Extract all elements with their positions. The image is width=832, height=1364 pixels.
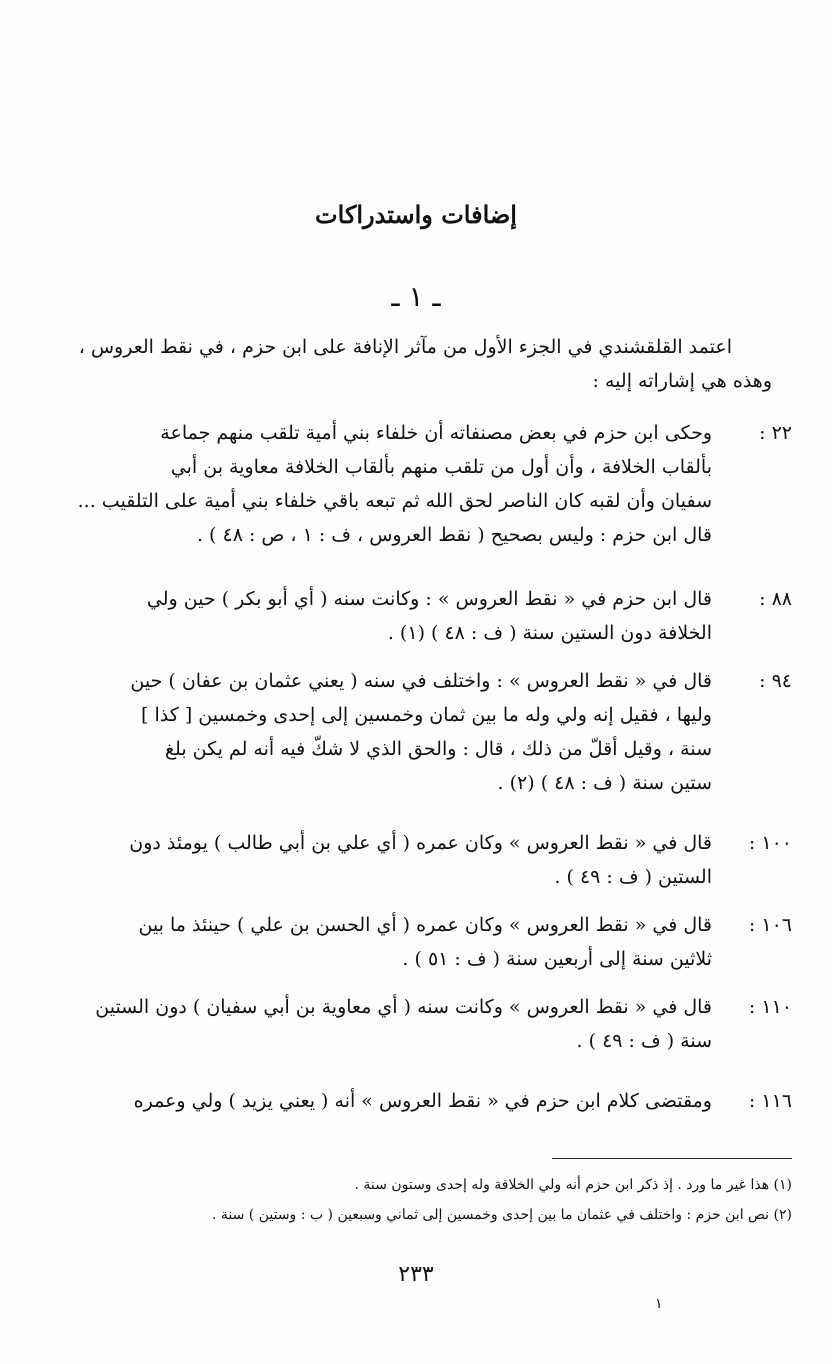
entry-line: ومقتضى كلام ابن حزم في « نقط العروس » أنه ( يعني يزيد ) ولي وعمره <box>133 1090 712 1112</box>
entry-line: قال في « نقط العروس » وكانت سنه ( أي معاوية بن أبي سفيان ) دون الستين <box>95 996 712 1018</box>
entry-body <box>70 990 712 1058</box>
entry-22 <box>70 416 792 552</box>
entry-100 <box>70 826 792 894</box>
entry-line: وليها ، فقيل إنه ولي وله ما بين ثمان وخمسين إلى إحدى وخمسين [ كذا ] <box>141 704 712 726</box>
entry-line: ستين سنة ( ف : ٤٨ ) (٢) . <box>497 772 712 794</box>
entry-106 <box>70 908 792 976</box>
entry-line: قال في « نقط العروس » وكان عمره ( أي علي بن أبي طالب ) يومئذ دون <box>129 832 712 854</box>
page-title: إضافات واستدراكات <box>315 200 517 229</box>
entry-body <box>70 582 712 650</box>
entry-line: سفيان وأن لقبه كان الناصر لحق الله ثم تبعه باقي خلفاء بني أمية على التلقيب ... <box>77 490 712 512</box>
entry-body <box>70 908 712 976</box>
entry-body <box>70 826 712 894</box>
footnote-1: (١) هذا غير ما ورد . إذ ذكر ابن حزم أنه ولي الخلافة وله إحدى وستون سنة . <box>354 1177 792 1193</box>
entry-line: الستين ( ف : ٤٩ ) . <box>554 866 712 888</box>
footnote-2: (٢) نص ابن حزم : واختلف في عثمان ما بين إحدى وخمسين إلى ثماني وسبعين ( ب : وستين ) سنة . <box>211 1207 792 1223</box>
signature-mark: ١ <box>655 1296 663 1312</box>
intro-line: اعتمد القلقشندي في الجزء الأول من مآثر الإنافة على ابن حزم ، في نقط العروس ، <box>78 336 732 358</box>
entry-number: ٩٤ : <box>759 670 792 692</box>
entry-line: ثلاثين سنة إلى أربعين سنة ( ف : ٥١ ) . <box>402 948 712 970</box>
intro-line: وهذه هي إشاراته إليه : <box>592 370 772 392</box>
entry-line: الخلافة دون الستين سنة ( ف : ٤٨ ) (١) . <box>387 622 712 644</box>
entry-body <box>70 664 712 800</box>
section-number: ـ ١ ـ <box>391 280 441 313</box>
page-number: ٢٣٣ <box>398 1262 434 1287</box>
entry-body <box>70 1084 712 1118</box>
entry-88 <box>70 582 792 650</box>
entry-number: ١١٦ : <box>748 1090 792 1112</box>
entry-body <box>70 416 712 552</box>
entry-number: ٢٢ : <box>759 422 792 444</box>
entry-number: ١٠٦ : <box>748 914 792 936</box>
entry-number: ١٠٠ : <box>748 832 792 854</box>
entry-94 <box>70 664 792 800</box>
entry-line: قال ابن حزم في « نقط العروس » : وكانت سنه ( أي أبو بكر ) حين ولي <box>146 588 712 610</box>
entry-number: ١١٠ : <box>748 996 792 1018</box>
entry-line: قال في « نقط العروس » : واختلف في سنه ( يعني عثمان بن عفان ) حين <box>130 670 712 692</box>
entry-number: ٨٨ : <box>759 588 792 610</box>
entry-line: وحكى ابن حزم في بعض مصنفاته أن خلفاء بني أمية تلقب منهم جماعة <box>160 422 712 444</box>
entry-line: سنة ، وقيل أقلّ من ذلك ، قال : والحق الذي لا شكّ فيه أنه لم يكن بلغ <box>164 738 712 760</box>
entry-line: سنة ( ف : ٤٩ ) . <box>576 1030 712 1052</box>
intro-paragraph <box>72 330 772 398</box>
entry-116 <box>70 1084 792 1118</box>
entry-line: بألقاب الخلافة ، وأن أول من تلقب منهم بألقاب الخلافة معاوية بن أبي <box>170 456 712 478</box>
footnote-divider <box>552 1158 792 1159</box>
entry-110 <box>70 990 792 1058</box>
entry-line: قال في « نقط العروس » وكان عمره ( أي الحسن بن علي ) حينئذ ما بين <box>138 914 712 936</box>
entry-line: قال ابن حزم : وليس بصحيح ( نقط العروس ، ف : ١ ، ص : ٤٨ ) . <box>196 524 712 546</box>
